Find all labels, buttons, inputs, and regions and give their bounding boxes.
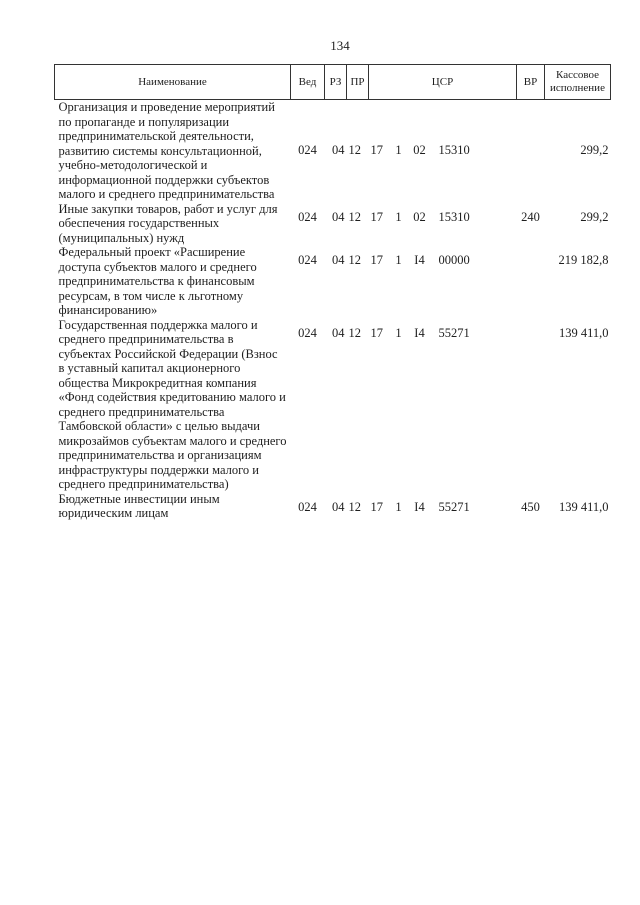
- row-vr: [517, 318, 545, 492]
- csr-event: I4: [414, 253, 425, 267]
- table-row: [55, 202, 611, 246]
- row-rz: 04: [332, 143, 345, 157]
- row-rz: 04: [332, 325, 345, 340]
- row-pr: 12: [348, 325, 361, 340]
- csr-direction: 55271: [438, 325, 470, 340]
- row-name: Государственная поддержка малого и среднего предпринимательства в субъектах Российской Федерации (Взнос в уставный капитал акционерного общества Микрокредитная компания «Фонд содействия кредитованию малого и среднего предпринимательства Тамбовской области» с целью выдачи микрозаймов субъектам малого и среднего предпринимательства и организациям инфраструктуры поддержки малого и среднего предпринимательства): [58, 317, 287, 491]
- table-row: [55, 245, 611, 318]
- row-name: Федеральный проект «Расширение доступа субъектов малого и среднего предпринимательства к финансовым ресурсам, в том числе к льготному финансированию»: [58, 245, 257, 317]
- row-amount: 299,2: [580, 143, 609, 157]
- header-ved: Вед: [291, 65, 325, 100]
- csr-program: 17: [370, 499, 383, 514]
- row-csr: [369, 318, 517, 492]
- csr-event: I4: [414, 325, 425, 340]
- row-amount: 299,2: [580, 209, 609, 224]
- csr-program: 17: [370, 209, 383, 224]
- table-row: [55, 492, 611, 521]
- csr-program: 17: [370, 325, 383, 340]
- row-rz: 04: [332, 209, 345, 224]
- header-rz: РЗ: [325, 65, 347, 100]
- row-ved: 024: [298, 143, 317, 157]
- csr-direction: 55271: [438, 499, 470, 514]
- csr-event: 02: [413, 209, 426, 224]
- table-row: [55, 100, 611, 202]
- row-csr: [369, 245, 517, 318]
- csr-direction: 00000: [438, 253, 470, 267]
- csr-subprogram: 1: [395, 143, 402, 157]
- row-pr: 12: [348, 499, 361, 514]
- row-csr: [369, 202, 517, 246]
- header-pr: ПР: [347, 65, 369, 100]
- row-vr: 450: [521, 499, 540, 514]
- csr-subprogram: 1: [395, 325, 402, 340]
- row-name: Иные закупки товаров, работ и услуг для обеспечения государственных (муниципальных) нужд: [58, 201, 278, 245]
- row-csr: [369, 492, 517, 521]
- row-amount: 219 182,8: [558, 253, 609, 267]
- row-rz: 04: [332, 499, 345, 514]
- header-vr: ВР: [517, 65, 545, 100]
- row-rz: 04: [332, 253, 345, 267]
- row-amount: 139 411,0: [558, 499, 609, 514]
- row-vr: [517, 245, 545, 318]
- csr-subprogram: 1: [395, 253, 402, 267]
- csr-event: 02: [413, 143, 426, 157]
- row-pr: 12: [348, 143, 361, 157]
- page-number: 134: [330, 38, 350, 53]
- row-pr: 12: [348, 209, 361, 224]
- csr-event: I4: [414, 499, 425, 514]
- csr-direction: 15310: [438, 209, 470, 224]
- row-pr: 12: [348, 253, 361, 267]
- table-header-row: [55, 65, 611, 100]
- header-name: Наименование: [55, 65, 291, 100]
- row-name: Организация и проведение мероприятий по пропаганде и популяризации предпринимательской деятельности, развитию системы консультационной, учебно-методологической и информационной поддержки субъектов малого и среднего предпринимательства: [58, 100, 275, 201]
- row-ved: 024: [298, 253, 317, 267]
- header-amount: Кассовое исполнение: [545, 65, 611, 100]
- csr-subprogram: 1: [395, 499, 402, 514]
- row-vr: 240: [521, 209, 540, 224]
- row-amount: 139 411,0: [558, 325, 609, 340]
- table-row: [55, 318, 611, 492]
- csr-subprogram: 1: [395, 209, 402, 224]
- row-ved: 024: [298, 499, 317, 514]
- csr-direction: 15310: [438, 143, 470, 157]
- row-ved: 024: [298, 209, 317, 224]
- csr-program: 17: [370, 143, 383, 157]
- row-ved: 024: [298, 325, 317, 340]
- row-name: Бюджетные инвестиции иным юридическим лицам: [58, 491, 220, 520]
- header-csr: ЦСР: [369, 65, 517, 100]
- csr-program: 17: [370, 253, 383, 267]
- budget-table: [54, 64, 611, 521]
- row-vr: [517, 100, 545, 202]
- row-csr: [369, 100, 517, 202]
